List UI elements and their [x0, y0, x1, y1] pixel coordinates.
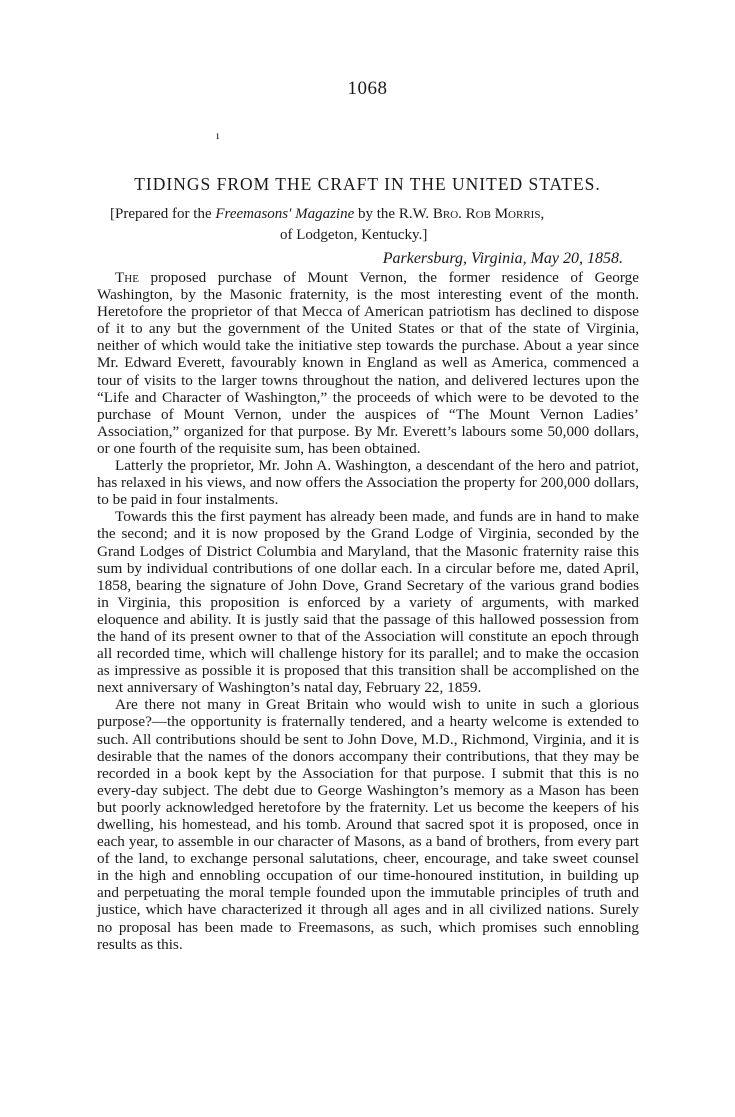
article-body: [97, 269, 639, 953]
first-word: The: [115, 269, 139, 286]
prepared-location: of Lodgeton, Kentucky.]: [280, 227, 428, 243]
paragraph: Latterly the proprietor, Mr. John A. Washington, a descendant of the hero and patriot, has relaxed in his views, and now offers the Association the property for 200,000 dollars, to be paid in four instalments.: [97, 457, 639, 509]
magazine-name: Freemasons' Magazine: [215, 206, 355, 222]
prepared-comma: ,: [540, 206, 545, 222]
prepared-open: [Prepared for the: [110, 206, 216, 222]
prepared-note: [110, 204, 650, 246]
page-mark: ı: [216, 128, 220, 142]
paragraph: [97, 269, 639, 457]
dateline: Parkersburg, Virginia, May 20, 1858.: [382, 250, 623, 267]
prepared-by: by the R.W.: [354, 206, 433, 222]
article-title: TIDINGS FROM THE CRAFT IN THE UNITED STATES.: [134, 174, 601, 194]
paragraph: Are there not many in Great Britain who would wish to unite in such a glorious purpose?—the opportunity is fraternally tendered, and a hearty welcome is extended to such. All contributions should be sent to John Dove, M.D., Richmond, Virginia, and it is desirable that the names of the donors accompany their contributions, that they may be recorded in a book kept by the Association for that purpose. I submit that this is no every-day subject. The debt due to George Washington’s memory as a Mason has been but poorly acknowledged heretofore by the fraternity. Let us become the keepers of his dwelling, his homestead, and his tomb. Around that sacred spot it is proposed, once in each year, to assemble in our character of Masons, as a band of brothers, from every part of the land, to exchange personal salutations, cheer, encourage, and take sweet counsel in the high and ennobling occupation of our time-honoured institution, in building up and perpetuating the moral temple founded upon the immutable principles of truth and justice, which have characterized it through all ages and in all civilized nations. Surely no proposal has been made to Freemasons, as such, which promises such ennobling results as this.: [97, 696, 639, 953]
page-number: 1068: [347, 78, 388, 99]
author-name: Bro. Rob Morris: [432, 206, 541, 222]
paragraph-text: proposed purchase of Mount Vernon, the former residence of George Washington, by the Masonic fraternity, is the most interesting event of the month. Heretofore the proprietor of that Mecca of American patriotism has declined to dispose of it to any but the government of the United States or that of the state of Virginia, neither of which would take the initiative step towards the purchase. About a year since Mr. Edward Everett, favourably known in England as well as America, commenced a tour of visits to the larger towns throughout the nation, and delivered lectures upon the “Life and Character of Washington,” the proceeds of which were to be devoted to the purchase of Mount Vernon, under the auspices of “The Mount Vernon Ladies’ Association,” organized for that purpose. By Mr. Everett’s labours some 50,000 dollars, or one fourth of the requisite sum, has been obtained.: [97, 269, 639, 457]
paragraph: Towards this the first payment has already been made, and funds are in hand to make the second; and it is now proposed by the Grand Lodge of Virginia, seconded by the Grand Lodges of District Columbia and Maryland, that the Masonic fraternity raise this sum by individual contributions of one dollar each. In a circular before me, dated April, 1858, bearing the signature of John Dove, Grand Secretary of the various grand bodies in Virginia, this proposition is enforced by a variety of arguments, with marked eloquence and ability. It is justly said that the passage of this hallowed possession from the hand of its present owner to that of the Association will constitute an epoch through all recorded time, which will challenge history for its parallel; and to make the occasion as impressive as possible it is proposed that this transition shall be accomplished on the next anniversary of Washington’s natal day, February 22, 1859.: [97, 508, 639, 697]
